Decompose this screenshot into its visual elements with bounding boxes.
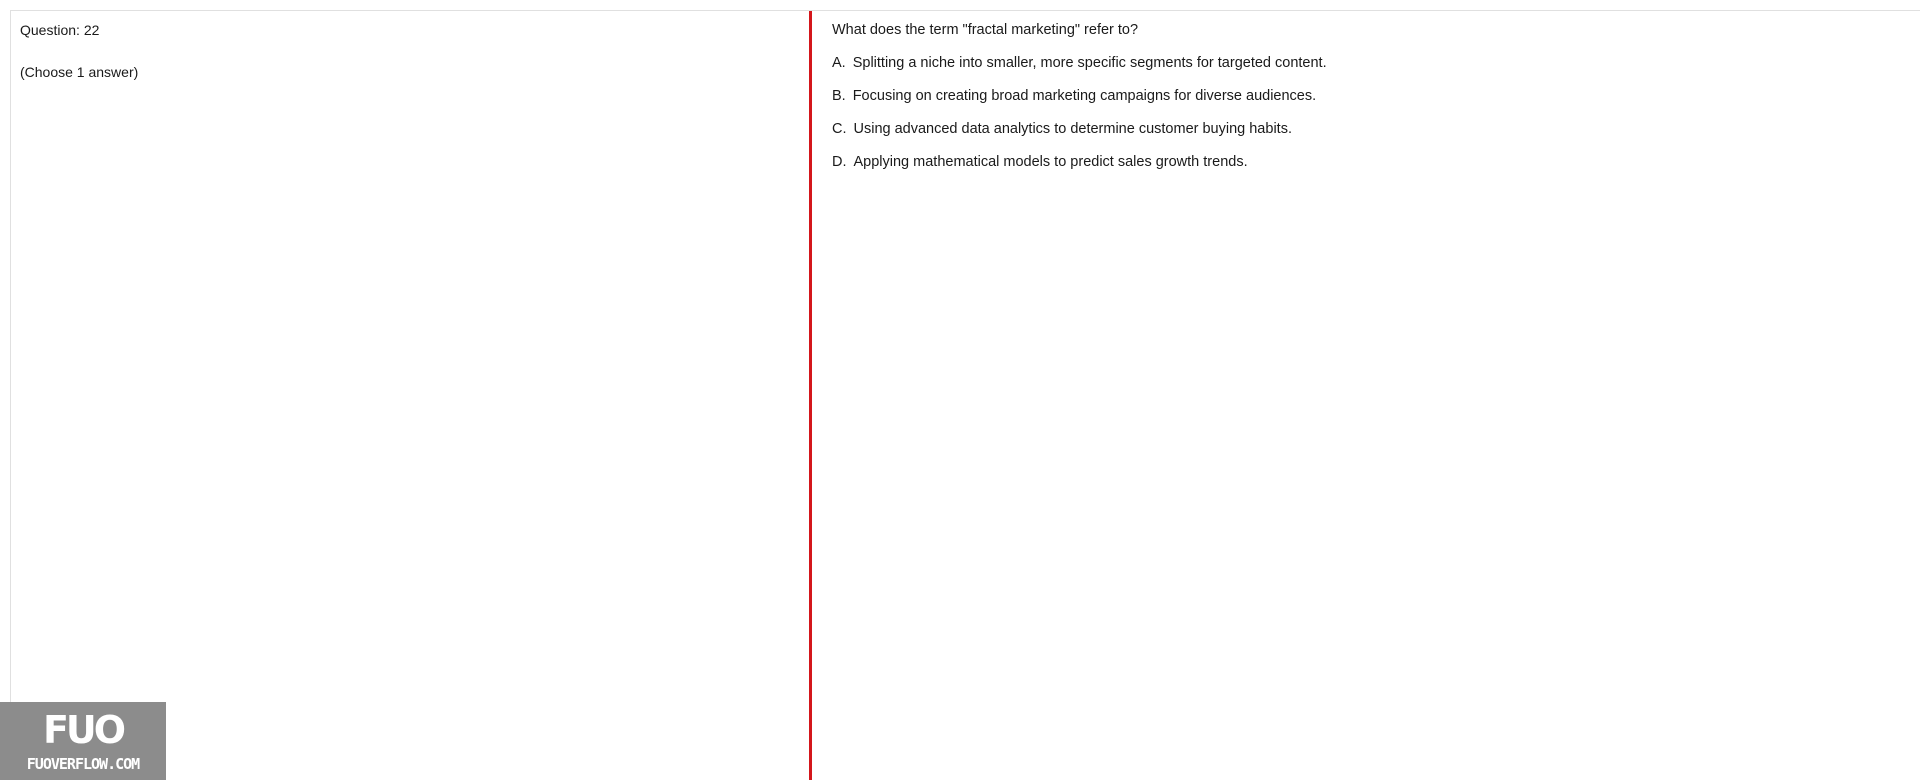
answer-instruction: (Choose 1 answer) bbox=[20, 64, 139, 80]
answer-options bbox=[832, 54, 1920, 171]
option-letter: B. bbox=[832, 88, 846, 104]
option-text: Applying mathematical models to predict sales growth trends. bbox=[853, 154, 1248, 170]
answer-option-d[interactable] bbox=[832, 153, 1920, 171]
watermark-logo bbox=[0, 702, 166, 780]
watermark-site-text: FUOVERFLOW.COM bbox=[26, 755, 140, 773]
option-text: Splitting a niche into smaller, more specific segments for targeted content. bbox=[852, 55, 1327, 71]
question-text: What does the term "fractal marketing" refer to? bbox=[832, 22, 1139, 38]
answer-option-b[interactable] bbox=[832, 87, 1920, 105]
option-letter: C. bbox=[832, 121, 847, 137]
option-text: Focusing on creating broad marketing campaigns for diverse audiences. bbox=[852, 88, 1317, 104]
question-frame bbox=[10, 10, 1920, 780]
answer-option-a[interactable] bbox=[832, 54, 1920, 72]
watermark-logo-mark: FUO bbox=[42, 708, 124, 752]
question-content-pane bbox=[812, 11, 1920, 780]
answer-option-c[interactable] bbox=[832, 120, 1920, 138]
option-letter: A. bbox=[832, 55, 846, 71]
question-info-pane bbox=[11, 11, 810, 780]
option-letter: D. bbox=[832, 154, 847, 170]
question-number: Question: 22 bbox=[20, 22, 100, 38]
option-text: Using advanced data analytics to determine customer buying habits. bbox=[853, 121, 1292, 137]
